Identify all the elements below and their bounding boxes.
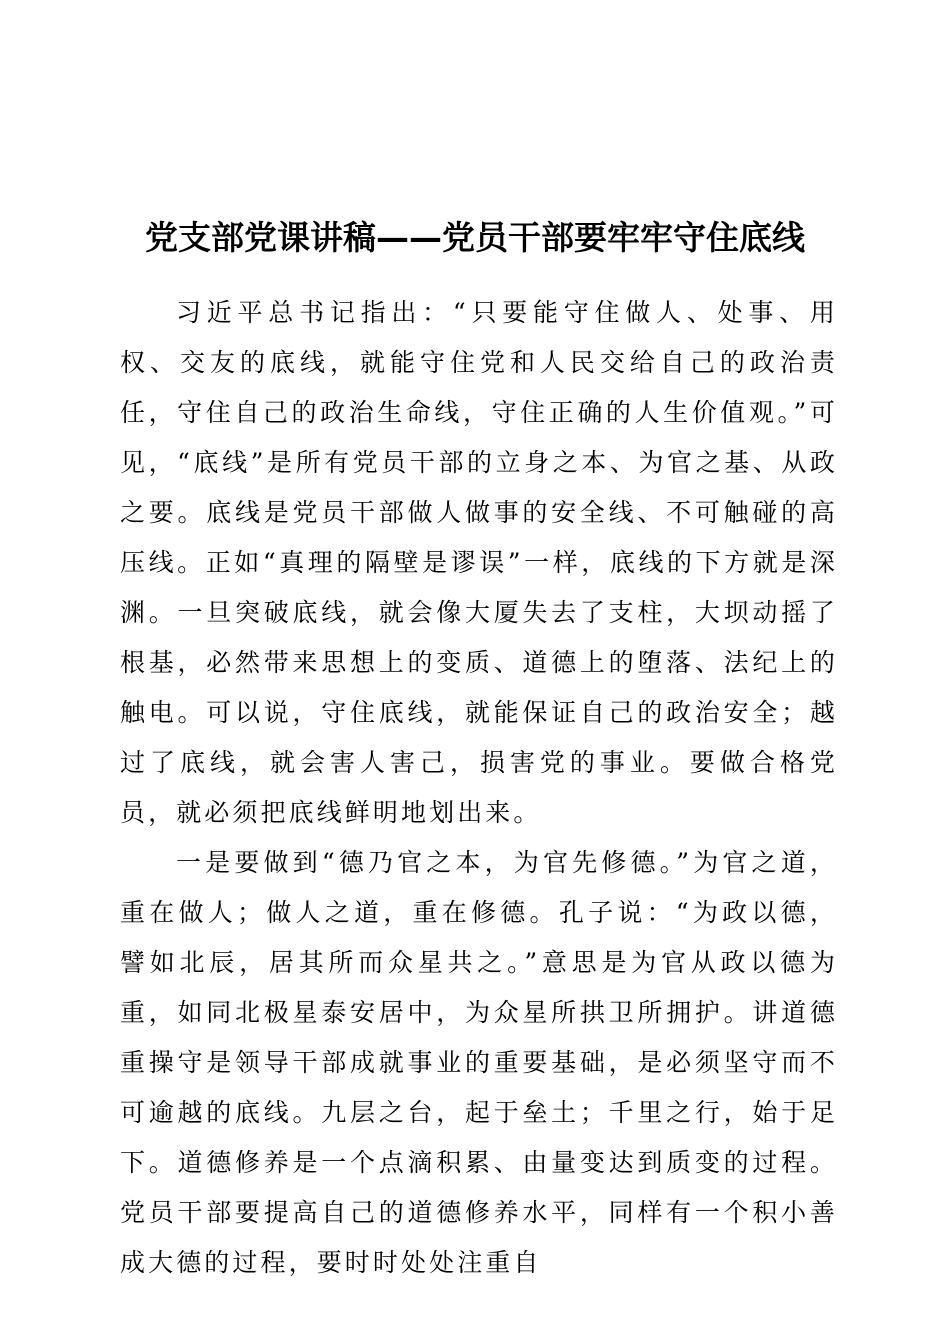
paragraph-intro: 习近平总书记指出：“只要能守住做人、处事、用权、交友的底线，就能守住党和人民交给自己的政治责任，守住自己的政治生命线，守住正确的人生价值观。”可见，“底线”是所有党员干部的立身之本、为官之基、从政之要。底线是党员干部做人做事的安全线、不可触碰的高压线。正如“真理的隔壁是谬误”一样，底线的下方就是深渊。一旦突破底线，就会像大厦失去了支柱，大坝动摇了根基，必然带来思想上的变质、道德上的堕落、法纪上的触电。可以说，守住底线，就能保证自己的政治安全；越过了底线，就会害人害己，损害党的事业。要做合格党员，就必须把底线鲜明地划出来。	[120, 298, 838, 827]
paragraph-point-one: 一是要做到“德乃官之本，为官先修德。”为官之道，重在做人；做人之道，重在修德。孔子说：“为政以德，譬如北辰，居其所而众星共之。”意思是为官从政以德为重，如同北极星泰安居中，为众星所拱卫所拥护。讲道德重操守是领导干部成就事业的重要基础，是必须坚守而不可逾越的底线。九层之台，起于垒土；千里之行，始于足下。道德修养是一个点滴积累、由量变达到质变的过程。党员干部要提高自己的道德修养水平，同样有一个积小善成大德的过程，要时时处处注重自	[120, 848, 838, 1277]
document-title: 党支部党课讲稿——党员干部要牢牢守住底线	[145, 218, 805, 257]
document-body	[120, 288, 838, 1288]
